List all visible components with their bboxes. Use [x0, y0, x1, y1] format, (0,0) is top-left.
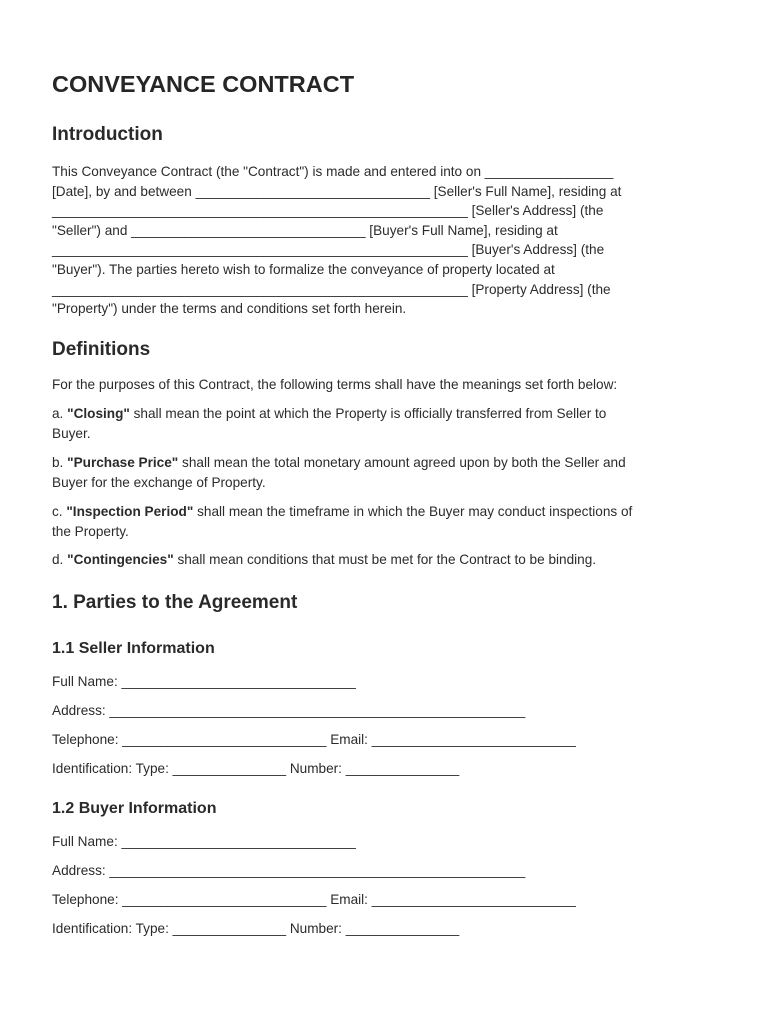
- parties-heading: 1. Parties to the Agreement: [52, 592, 298, 613]
- introduction-heading: Introduction: [52, 124, 163, 145]
- definition-term: "Inspection Period": [66, 504, 194, 519]
- intro-line: _______________________________________________________ [Seller's Address] (the: [52, 203, 604, 219]
- definition-item-closing: [52, 404, 720, 443]
- definition-prefix: d.: [52, 552, 68, 567]
- definitions-intro: For the purposes of this Contract, the following terms shall have the meanings set forth below:: [52, 377, 618, 392]
- introduction-paragraph: [52, 162, 717, 319]
- definition-term: "Purchase Price": [67, 455, 179, 470]
- intro-line: "Buyer"). The parties hereto wish to formalize the conveyance of property located at: [52, 261, 555, 277]
- buyer-information-heading: 1.2 Buyer Information: [52, 800, 217, 817]
- seller-information-heading: 1.1 Seller Information: [52, 640, 215, 657]
- intro-line: "Seller") and _______________________________ [Buyer's Full Name], residing at: [52, 222, 558, 238]
- definition-item-inspection-period: [52, 502, 720, 541]
- definition-item-contingencies: [52, 550, 720, 570]
- buyer-telephone-email-field[interactable]: Telephone: ___________________________ Email: ___________________________: [52, 892, 576, 907]
- definition-text: shall mean the timeframe in which the Buyer may conduct inspections of: [193, 504, 633, 519]
- definition-term: "Contingencies": [67, 552, 174, 567]
- buyer-identification-field[interactable]: Identification: Type: _______________ Number: _______________: [52, 921, 460, 936]
- intro-line: _______________________________________________________ [Property Address] (the: [52, 281, 611, 297]
- definition-text: shall mean the total monetary amount agreed upon by both the Seller and: [178, 455, 626, 470]
- definition-prefix: a.: [52, 406, 68, 421]
- definition-term: "Closing": [67, 406, 130, 421]
- document-title: CONVEYANCE CONTRACT: [52, 71, 355, 97]
- definitions-heading: Definitions: [52, 339, 151, 360]
- definition-text: Buyer for the exchange of Property.: [52, 474, 266, 490]
- definition-prefix: b.: [52, 455, 68, 470]
- seller-full-name-field[interactable]: Full Name: _______________________________: [52, 674, 356, 689]
- intro-line: [Date], by and between _______________________________ [Seller's Full Name], residing at: [52, 183, 622, 199]
- definition-text: the Property.: [52, 523, 129, 539]
- intro-line: This Conveyance Contract (the "Contract") is made and entered into on _________________: [52, 164, 614, 179]
- intro-line: _______________________________________________________ [Buyer's Address] (the: [52, 242, 605, 258]
- definition-item-purchase-price: [52, 453, 720, 492]
- seller-identification-field[interactable]: Identification: Type: _______________ Number: _______________: [52, 761, 460, 776]
- seller-address-field[interactable]: Address: _______________________________________________________: [52, 703, 526, 718]
- buyer-address-field[interactable]: Address: _______________________________________________________: [52, 863, 526, 878]
- buyer-full-name-field[interactable]: Full Name: _______________________________: [52, 834, 356, 849]
- intro-line: "Property") under the terms and conditions set forth herein.: [52, 301, 407, 317]
- definition-text: shall mean conditions that must be met for the Contract to be binding.: [173, 552, 597, 567]
- seller-telephone-email-field[interactable]: Telephone: ___________________________ Email: ___________________________: [52, 732, 576, 747]
- definition-text: shall mean the point at which the Property is officially transferred from Seller to: [129, 406, 607, 421]
- definition-prefix: c.: [52, 504, 67, 519]
- definition-text: Buyer.: [52, 425, 91, 441]
